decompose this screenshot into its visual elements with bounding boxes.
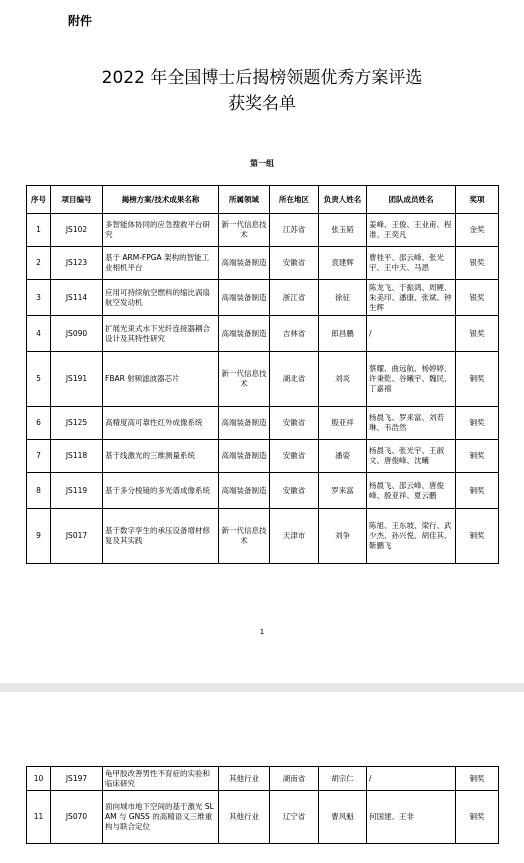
table-row — [27, 247, 499, 280]
table-cell: 杨晨飞、邵云峰、唐俊峰、殷亚祥、夏云鹏 — [367, 473, 456, 509]
table-cell: 多智能体协同的应急搜救平台研究 — [103, 214, 219, 247]
table-cell: JS123 — [51, 247, 103, 280]
table-row — [27, 316, 499, 352]
table-cell: 银奖 — [456, 316, 499, 352]
attachment-label: 附件 — [68, 14, 93, 28]
table-cell: 高端装备制造 — [219, 316, 270, 352]
table-cell: JS070 — [51, 791, 103, 844]
table-cell: 安徽省 — [270, 407, 319, 440]
table-cell: 高端装备制造 — [219, 247, 270, 280]
table-cell: 铜奖 — [456, 473, 499, 509]
table-cell: JS017 — [51, 509, 103, 564]
award-table — [26, 185, 499, 564]
table-row — [27, 791, 499, 844]
table-cell: 新一代信息技术 — [219, 509, 270, 564]
table-row — [27, 407, 499, 440]
header-cell: 序号 — [27, 186, 51, 214]
table-cell: 姜峰、王俊、王业甫、程准、王奕凡 — [367, 214, 456, 247]
group-title: 第一组 — [250, 159, 274, 168]
table-cell: 高端装备制造 — [219, 440, 270, 473]
document-subtitle: 获奖名单 — [228, 94, 296, 114]
table-cell: 吉林省 — [270, 316, 319, 352]
table-cell: 陈龙飞、于振鸿、周鲤、朱美印、潘康、张斌、钟生辉 — [367, 280, 456, 316]
table-cell: JS090 — [51, 316, 103, 352]
table-cell: 铜奖 — [456, 440, 499, 473]
table-cell: 基于数字孪生的承压设备增材修复及其实践 — [103, 509, 219, 564]
table-cell: 湖北省 — [270, 352, 319, 407]
table-cell: 安徽省 — [270, 247, 319, 280]
table-cell: 2 — [27, 247, 51, 280]
table-cell: 4 — [27, 316, 51, 352]
header-cell: 所在地区 — [270, 186, 319, 214]
table-cell: 辽宁省 — [270, 791, 319, 844]
table-cell: 何国建、王非 — [367, 791, 456, 844]
table-cell: 高端装备制造 — [219, 407, 270, 440]
table-row — [27, 509, 499, 564]
table-cell: / — [367, 767, 456, 791]
header-cell: 项目编号 — [51, 186, 103, 214]
table-cell: 其他行业 — [219, 767, 270, 791]
table-cell: 扩展光束式水下光纤连接器耦合设计及其特性研究 — [103, 316, 219, 352]
table-row — [27, 280, 499, 316]
table-cell: 金奖 — [456, 214, 499, 247]
table-cell: 安徽省 — [270, 440, 319, 473]
table-cell: 5 — [27, 352, 51, 407]
table-cell: 曹风魁 — [319, 791, 367, 844]
document-title: 2022 年全国博士后揭榜领题优秀方案评选 — [101, 68, 423, 88]
header-cell: 负责人姓名 — [319, 186, 367, 214]
table-cell: 新一代信息技术 — [219, 214, 270, 247]
table-cell: JS125 — [51, 407, 103, 440]
table-cell: 面向城市地下空间的基于激光 SLAM 与 GNSS 的高精语义三维重构与联合定位 — [103, 791, 219, 844]
table-row — [27, 214, 499, 247]
header-cell: 奖项 — [456, 186, 499, 214]
table-cell: 高精度高可靠性红外成像系统 — [103, 407, 219, 440]
table-cell: 郎昌鹏 — [319, 316, 367, 352]
table-cell: 张玉韬 — [319, 214, 367, 247]
table-cell: 7 — [27, 440, 51, 473]
table-cell: 安徽省 — [270, 473, 319, 509]
table-cell: FBAR 射频滤波器芯片 — [103, 352, 219, 407]
table-cell: 刘炎 — [319, 352, 367, 407]
table-cell: / — [367, 316, 456, 352]
table-cell: JS191 — [51, 352, 103, 407]
table-row — [27, 473, 499, 509]
table-header-row — [27, 186, 499, 214]
table-cell: 应用可持续航空燃料的缩比涡扇航空发动机 — [103, 280, 219, 316]
table-cell: 江苏省 — [270, 214, 319, 247]
table-cell: JS197 — [51, 767, 103, 791]
table-cell: 曹桂平、邵云峰、张光宇、王中天、马恩 — [367, 247, 456, 280]
header-cell: 团队成员姓名 — [367, 186, 456, 214]
table-cell: 其他行业 — [219, 791, 270, 844]
table-cell: 10 — [27, 767, 51, 791]
table-cell: 新一代信息技术 — [219, 352, 270, 407]
table-cell: 银奖 — [456, 247, 499, 280]
table-cell: 杨晨飞、罗来富、刘若琳、韦浩然 — [367, 407, 456, 440]
table-cell: 铜奖 — [456, 791, 499, 844]
table-cell: 龟甲胶改善男性不育症的实验和临床研究 — [103, 767, 219, 791]
page-number: 1 — [259, 628, 265, 636]
table-cell: 6 — [27, 407, 51, 440]
table-cell: 罗来富 — [319, 473, 367, 509]
table-cell: 铜奖 — [456, 407, 499, 440]
table-cell: 铜奖 — [456, 352, 499, 407]
table-cell: 铜奖 — [456, 509, 499, 564]
table-cell: 蔡耀、曲远航、杨婷婷、许秉乾、谷曦宇、魏民、丁嘉禧 — [367, 352, 456, 407]
table-cell: 铜奖 — [456, 767, 499, 791]
table-cell: JS102 — [51, 214, 103, 247]
table-cell: 殷亚祥 — [319, 407, 367, 440]
table-row — [27, 440, 499, 473]
table-cell: 基于线激光的三维测量系统 — [103, 440, 219, 473]
table-cell: 湖南省 — [270, 767, 319, 791]
table-cell: 潘姿 — [319, 440, 367, 473]
table-cell: 陈旭、王东坡、梁行、武少杰、孙兴悦、胡佳其、靳鹏飞 — [367, 509, 456, 564]
award-table-continued — [26, 766, 499, 844]
header-cell: 所属领域 — [219, 186, 270, 214]
table-cell: 袁建辉 — [319, 247, 367, 280]
table-cell: JS118 — [51, 440, 103, 473]
table-cell: 基于多分棱镜的多光谱成像系统 — [103, 473, 219, 509]
table-cell: 天津市 — [270, 509, 319, 564]
table-cell: JS119 — [51, 473, 103, 509]
table-cell: 1 — [27, 214, 51, 247]
table-cell: 3 — [27, 280, 51, 316]
table-cell: 基于 ARM-FPGA 架构的智能工业相机平台 — [103, 247, 219, 280]
table-row — [27, 352, 499, 407]
table-cell: 刘争 — [319, 509, 367, 564]
table-cell: JS114 — [51, 280, 103, 316]
table-cell: 11 — [27, 791, 51, 844]
table-cell: 8 — [27, 473, 51, 509]
table-row — [27, 767, 499, 791]
table-cell: 银奖 — [456, 280, 499, 316]
header-cell: 揭榜方案/技术成果名称 — [103, 186, 219, 214]
table-cell: 高端装备制造 — [219, 473, 270, 509]
table-cell: 徐征 — [319, 280, 367, 316]
table-cell: 杨晨飞、张光宇、王淑文、唐俊峰、沈曦 — [367, 440, 456, 473]
table-cell: 浙江省 — [270, 280, 319, 316]
table-cell: 高端装备制造 — [219, 280, 270, 316]
table-cell: 胡宗仁 — [319, 767, 367, 791]
table-cell: 9 — [27, 509, 51, 564]
document-page-2 — [0, 692, 524, 863]
